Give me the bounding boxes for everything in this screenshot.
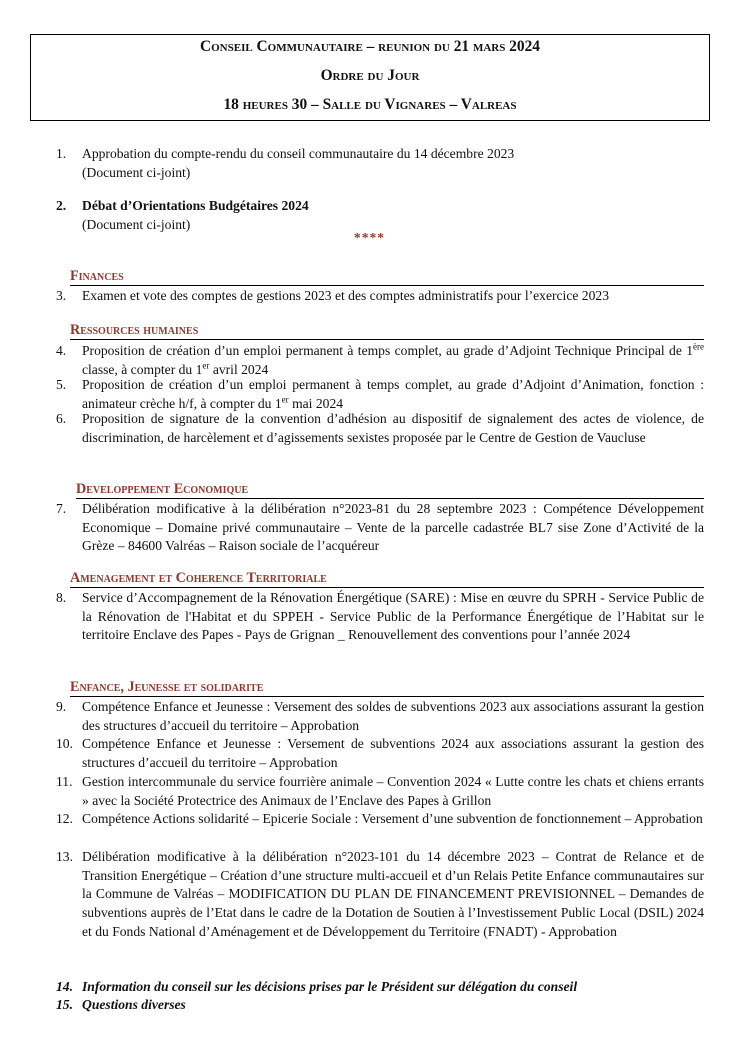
item-text: Compétence Enfance et Jeunesse : Versement de subventions 2024 aux associations assurant la gestion des structures d’accueil du territoire – Approbation [82, 736, 704, 770]
section-amenagement-territorial: Amenagement et Coherence Territoriale [70, 570, 704, 588]
item-text: Information du conseil sur les décisions prises par le Président sur délégation du conseil [82, 979, 578, 994]
item-text: Examen et vote des comptes de gestions 2023 et des comptes administratifs pour l’exercice 2023 [82, 288, 609, 303]
item-number: 9. [56, 699, 67, 714]
item-number: 15. [56, 997, 73, 1012]
item-text: Débat d’Orientations Budgétaires 2024 [82, 198, 309, 213]
agenda-item-9 [56, 698, 704, 735]
item-number: 13. [56, 849, 73, 864]
item-text: Proposition de création d’un emploi permanent à temps complet, au grade d’Adjoint d’Animation, fonction : animateur crèche h/f, à compter du 1er mai 2024 [82, 377, 704, 411]
item-number: 12. [56, 811, 73, 826]
agenda-item-4 [56, 342, 704, 379]
item-number: 11. [56, 774, 73, 789]
agenda-item-12 [56, 810, 704, 829]
section-ressources-humaines: Ressources humaines [70, 322, 704, 340]
agenda-item-15 [56, 996, 704, 1015]
item-number: 2. [56, 198, 67, 213]
item-text: Proposition de création d’un emploi permanent à temps complet, au grade d’Adjoint Technique Principal de 1ère classe, à compter du 1er avril 2024 [82, 341, 704, 377]
item-number: 5. [56, 377, 67, 392]
agenda-item-6 [56, 410, 704, 447]
section-developpement-economique: Developpement Economique [76, 481, 704, 499]
item-number: 3. [56, 288, 67, 303]
agenda-item-8 [56, 589, 704, 645]
item-attachment-note: (Document ci-joint) [82, 216, 191, 232]
item-text: Compétence Actions solidarité – Epicerie Sociale : Versement d’une subvention de fonctionnement – Approbation [82, 811, 703, 826]
section-enfance-jeunesse-solidarite: Enfance, Jeunesse et solidarite [70, 679, 704, 697]
agenda-item-5 [56, 376, 704, 413]
agenda-header [30, 34, 710, 121]
item-number: 10. [56, 736, 73, 751]
item-text: Approbation du compte-rendu du conseil communautaire du 14 décembre 2023 [82, 146, 515, 161]
item-number: 7. [56, 501, 67, 516]
item-attachment-note: (Document ci-joint) [82, 164, 191, 180]
agenda-item-10 [56, 735, 704, 772]
meeting-title: Conseil Communautaire – reunion du 21 mars 2024 [200, 38, 540, 55]
meeting-time-location: 18 heures 30 – Salle du Vignares – Valreas [223, 96, 517, 113]
agenda-item-1 [56, 145, 704, 182]
item-text: Service d’Accompagnement de la Rénovation Énergétique (SARE) : Mise en œuvre du SPRH - Service Public de la Rénovation de l'Habitat et du SPPEH - Service Public de la Performance Énergétique de l’Habitat sur le territoire Enclave des Papes - Pays de Grignan _ Renouvellement des conventions pour l’année 2024 [82, 590, 704, 643]
item-text: Gestion intercommunale du service fourrière animale – Convention 2024 « Lutte contre les chats et chiens errants » avec la Société Protectrice des Animaux de l’Enclave des Papes à Grillon [82, 774, 704, 808]
item-number: 8. [56, 590, 67, 605]
item-text: Délibération modificative à la délibération n°2023-101 du 14 décembre 2023 – Contrat de Relance et de Transition Energétique – Création d’une structure multi-accueil et d’un Relais Petite Enfance communautaires sur la Commune de Valréas – MODIFICATION DU PLAN DE FINANCEMENT PREVISIONNEL – Demandes de subventions auprès de l’Etat dans le cadre de la Dotation de Soutien à l’Investissement Public Local (DSIL) 2024 et du Fonds National d’Aménagement et de Développement du Territoire (FNADT) - Approbation [82, 849, 704, 939]
item-text: Questions diverses [82, 997, 186, 1012]
agenda-item-14 [56, 978, 704, 997]
agenda-item-13 [56, 848, 704, 942]
section-finances: Finances [70, 268, 704, 286]
agenda-title: Ordre du Jour [320, 67, 420, 84]
item-number: 4. [56, 343, 67, 358]
item-number: 14. [56, 979, 73, 994]
agenda-item-3 [56, 287, 704, 306]
agenda-item-11 [56, 773, 704, 810]
item-text: Délibération modificative à la délibération n°2023-81 du 28 septembre 2023 : Compétence Développement Economique – Domaine privé communautaire – Vente de la parcelle cadastrée BL7 sise Zone d’Activité de la Grèze – 84600 Valréas – Raison sociale de l’acquéreur [82, 501, 704, 554]
agenda-item-7 [56, 500, 704, 556]
item-text: Proposition de signature de la convention d’adhésion au dispositif de signalement des actes de violence, de discrimination, de harcèlement et d’agissements sexistes proposée par le Centre de Gestion de Vaucluse [82, 411, 704, 445]
separator: **** [353, 230, 386, 245]
item-number: 1. [56, 146, 67, 161]
item-number: 6. [56, 411, 67, 426]
item-text: Compétence Enfance et Jeunesse : Versement des soldes de subventions 2023 aux associations assurant la gestion des structures d’accueil du territoire – Approbation [82, 699, 704, 733]
